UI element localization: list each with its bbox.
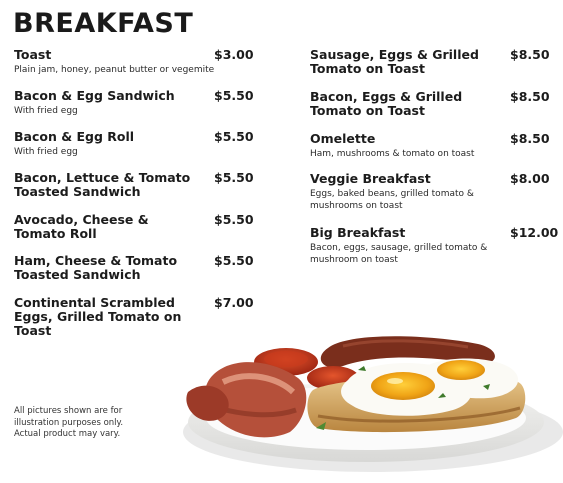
item-description: With fried egg (14, 106, 78, 116)
item-price: $3.00 (214, 47, 254, 62)
item-price: $8.00 (510, 171, 550, 186)
item-price: $5.50 (214, 253, 254, 268)
menu-item (310, 48, 555, 76)
item-price: $8.50 (510, 47, 550, 62)
item-name: Avocado, Cheese & Tomato Roll (14, 212, 149, 241)
item-description: With fried egg (14, 147, 78, 157)
item-name: Bacon & Egg Sandwich (14, 88, 175, 103)
item-price: $12.00 (510, 225, 559, 240)
menu-title: BREAKFAST (13, 8, 194, 39)
menu-item (14, 48, 254, 76)
menu-item (14, 89, 254, 117)
item-price: $5.50 (214, 170, 254, 185)
menu-item (14, 171, 254, 199)
egg-yolk (437, 360, 485, 380)
item-name: Omelette (310, 131, 376, 146)
item-name: Big Breakfast (310, 225, 406, 240)
menu-item (310, 90, 555, 118)
item-description: Plain jam, honey, peanut butter or vegemite (14, 65, 215, 75)
item-name: Toast (14, 47, 52, 62)
item-name: Sausage, Eggs & Grilled Tomato on Toast (310, 47, 479, 76)
item-description: Eggs, baked beans, grilled tomato & mushrooms on toast (310, 189, 474, 211)
item-price: $5.50 (214, 129, 254, 144)
menu-item (14, 213, 254, 241)
menu-item (14, 254, 254, 282)
item-name: Bacon & Egg Roll (14, 129, 135, 144)
item-name: Bacon, Lettuce & Tomato Toasted Sandwich (14, 170, 191, 199)
item-price: $8.50 (510, 131, 550, 146)
item-price: $7.00 (214, 295, 254, 310)
egg-yolk (371, 372, 435, 400)
item-price: $5.50 (214, 88, 254, 103)
item-price: $5.50 (214, 212, 254, 227)
menu-item (310, 172, 555, 212)
item-name: Continental Scrambled Eggs, Grilled Tomato on Toast (14, 295, 182, 338)
item-name: Ham, Cheese & Tomato Toasted Sandwich (14, 253, 178, 282)
item-name: Bacon, Eggs & Grilled Tomato on Toast (310, 89, 463, 118)
menu-item (310, 132, 555, 160)
item-name: Veggie Breakfast (310, 171, 431, 186)
big-breakfast-photo (178, 320, 563, 483)
item-price: $8.50 (510, 89, 550, 104)
item-description: Ham, mushrooms & tomato on toast (310, 149, 475, 159)
menu-item (14, 130, 254, 158)
disclaimer-text: All pictures shown are for illustration purposes only. Actual product may vary. (14, 406, 124, 439)
item-description: Bacon, eggs, sausage, grilled tomato & mushroom on toast (310, 243, 488, 265)
menu-item (310, 225, 559, 266)
